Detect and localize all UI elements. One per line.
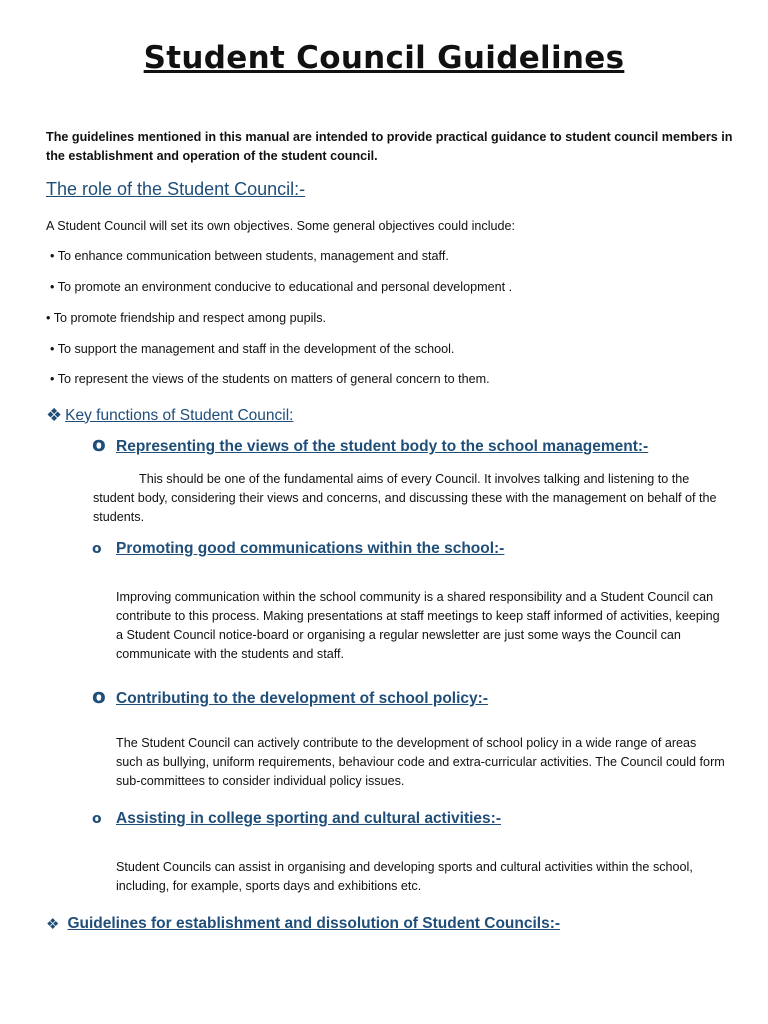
- objective-item: • To promote friendship and respect among pupils.: [46, 311, 327, 325]
- function-body: The Student Council can actively contribute to the development of school policy in a wide range of areas such as bullying, uniform requirements, behaviour code and extra-curricular activities. The Council could form sub-committees to consider individual policy issues.: [116, 736, 725, 788]
- function-body: This should be one of the fundamental aims of every Council. It involves talking and listening to the student body, considering their views and concerns, and discussing these with the management on behalf of the students.: [93, 472, 717, 524]
- bullet-icon: •: [50, 372, 55, 386]
- diamond-bullet-icon: ❖: [46, 916, 60, 933]
- functions-heading: ❖ Key functions of Student Council:: [46, 405, 294, 425]
- objective-item: • To represent the views of the students on matters of general concern to them.: [50, 372, 490, 386]
- function-heading: o Promoting good communications within the school:-: [92, 540, 505, 557]
- role-heading: The role of the Student Council:-: [46, 179, 306, 199]
- bullet-icon: •: [46, 311, 51, 325]
- objective-item: • To enhance communication between students, management and staff.: [50, 249, 449, 263]
- circle-bullet-icon: o: [92, 811, 102, 827]
- objective-item: • To support the management and staff in the development of the school.: [50, 342, 455, 356]
- page-title: Student Council Guidelines: [143, 40, 625, 76]
- function-body: Improving communication within the school community is a shared responsibility and a Student Council can contribute to this process. Making presentations at staff meetings to keep staff informed of activities, keeping a Student Council notice-board or organising a regular newsletter are just some ways the Council can communicate with the students and staff.: [116, 590, 720, 661]
- circle-bullet-icon: o: [92, 684, 106, 708]
- function-heading: o Assisting in college sporting and cultural activities:-: [92, 810, 501, 827]
- role-lead-text: A Student Council will set its own objectives. Some general objectives could include:: [46, 219, 516, 233]
- function-heading: o Representing the views of the student body to the school management:-: [92, 432, 649, 456]
- circle-bullet-icon: o: [92, 541, 102, 557]
- function-heading: o Contributing to the development of school policy:-: [92, 684, 488, 708]
- circle-bullet-icon: o: [92, 432, 106, 456]
- objective-item: • To promote an environment conducive to educational and personal development .: [50, 280, 513, 294]
- guidelines-heading: ❖ Guidelines for establishment and dissolution of Student Councils:-: [46, 915, 561, 933]
- bullet-icon: •: [50, 249, 55, 263]
- intro-paragraph: The guidelines mentioned in this manual are intended to provide practical guidance to student council members in the establishment and operation of the student council.: [46, 130, 733, 163]
- bullet-icon: •: [50, 280, 55, 294]
- bullet-icon: •: [50, 342, 55, 356]
- function-body: Student Councils can assist in organising and developing sports and cultural activities within the school, including, for example, sports days and exhibitions etc.: [116, 860, 693, 893]
- diamond-bullet-icon: ❖: [46, 405, 63, 425]
